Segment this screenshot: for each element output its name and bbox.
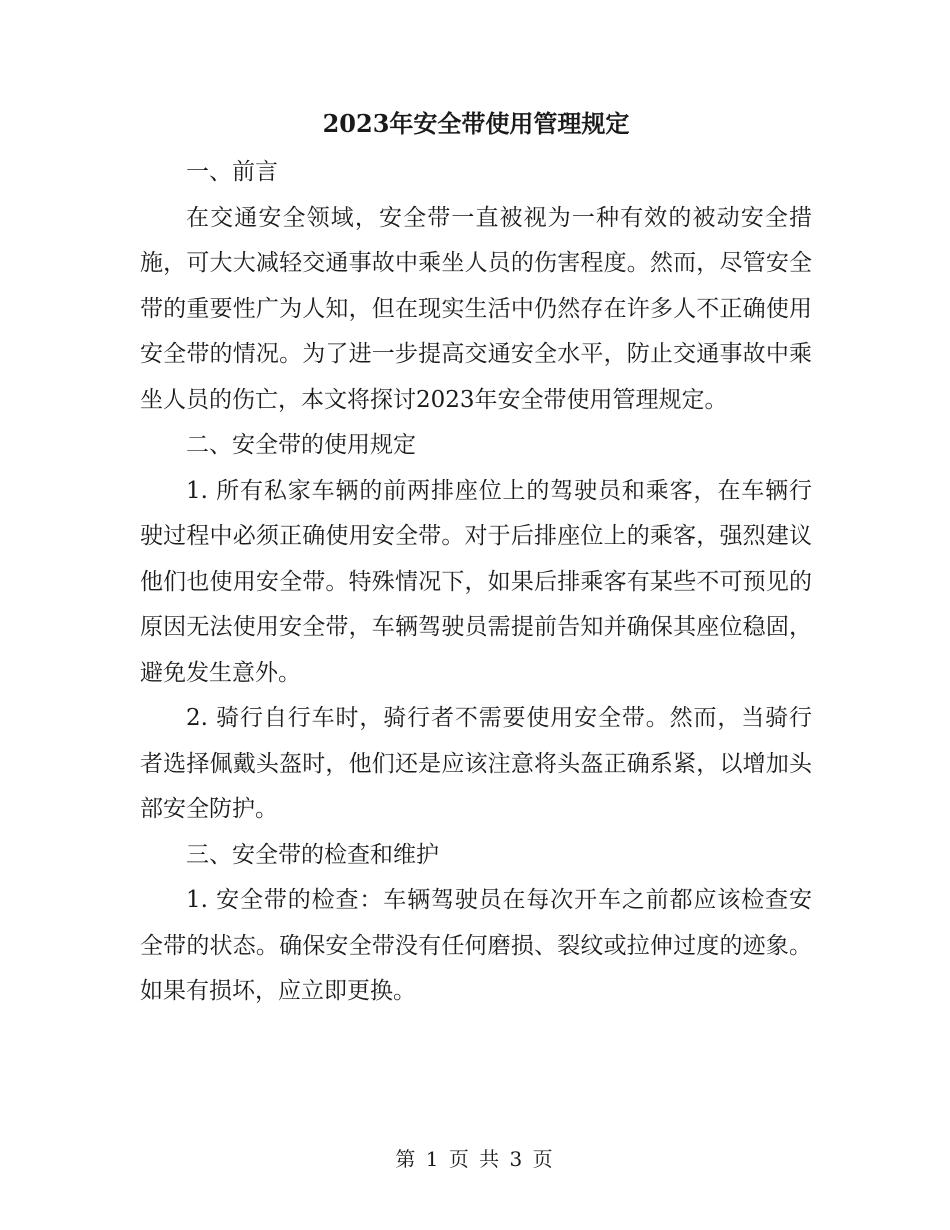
paragraph-preface: 在交通安全领域，安全带一直被视为一种有效的被动安全措施，可大大减轻交通事故中乘坐人员的伤害程度。然而，尽管安全带的重要性广为人知，但在现实生活中仍然存在许多人不正确使用安全带的情况。为了进一步提高交通安全水平，防止交通事故中乘坐人员的伤亡，本文将探讨2023年安全带使用管理规定。 — [140, 204, 812, 413]
document-body — [140, 100, 812, 1015]
paragraph-usage-item-1: 1. 所有私家车辆的前两排座位上的驾驶员和乘客，在车辆行驶过程中必须正确使用安全带。对于后排座位上的乘客，强烈建议他们也使用安全带。特殊情况下，如果后排乘客有某些不可预见的原因无法使用安全带，车辆驾驶员需提前告知并确保其座位稳固，避免发生意外。 — [140, 477, 812, 686]
paragraph-inspection-item-1: 1. 安全带的检查：车辆驾驶员在每次开车之前都应该检查安全带的状态。确保安全带没有任何磨损、裂纹或拉伸过度的迹象。如果有损坏，应立即更换。 — [140, 887, 812, 1004]
section-heading-inspection: 三、安全带的检查和维护 — [186, 841, 439, 868]
page-number-footer: 第 1 页 共 3 页 — [395, 1147, 555, 1171]
section-heading-usage: 二、安全带的使用规定 — [186, 432, 416, 458]
section-heading-preface: 一、前言 — [186, 159, 278, 185]
paragraph-usage-item-2: 2. 骑行自行车时，骑行者不需要使用安全带。然而，当骑行者选择佩戴头盔时，他们还是应该注意将头盔正确系紧，以增加头部安全防护。 — [140, 705, 812, 822]
document-title: 2023年安全带使用管理规定 — [322, 109, 630, 138]
